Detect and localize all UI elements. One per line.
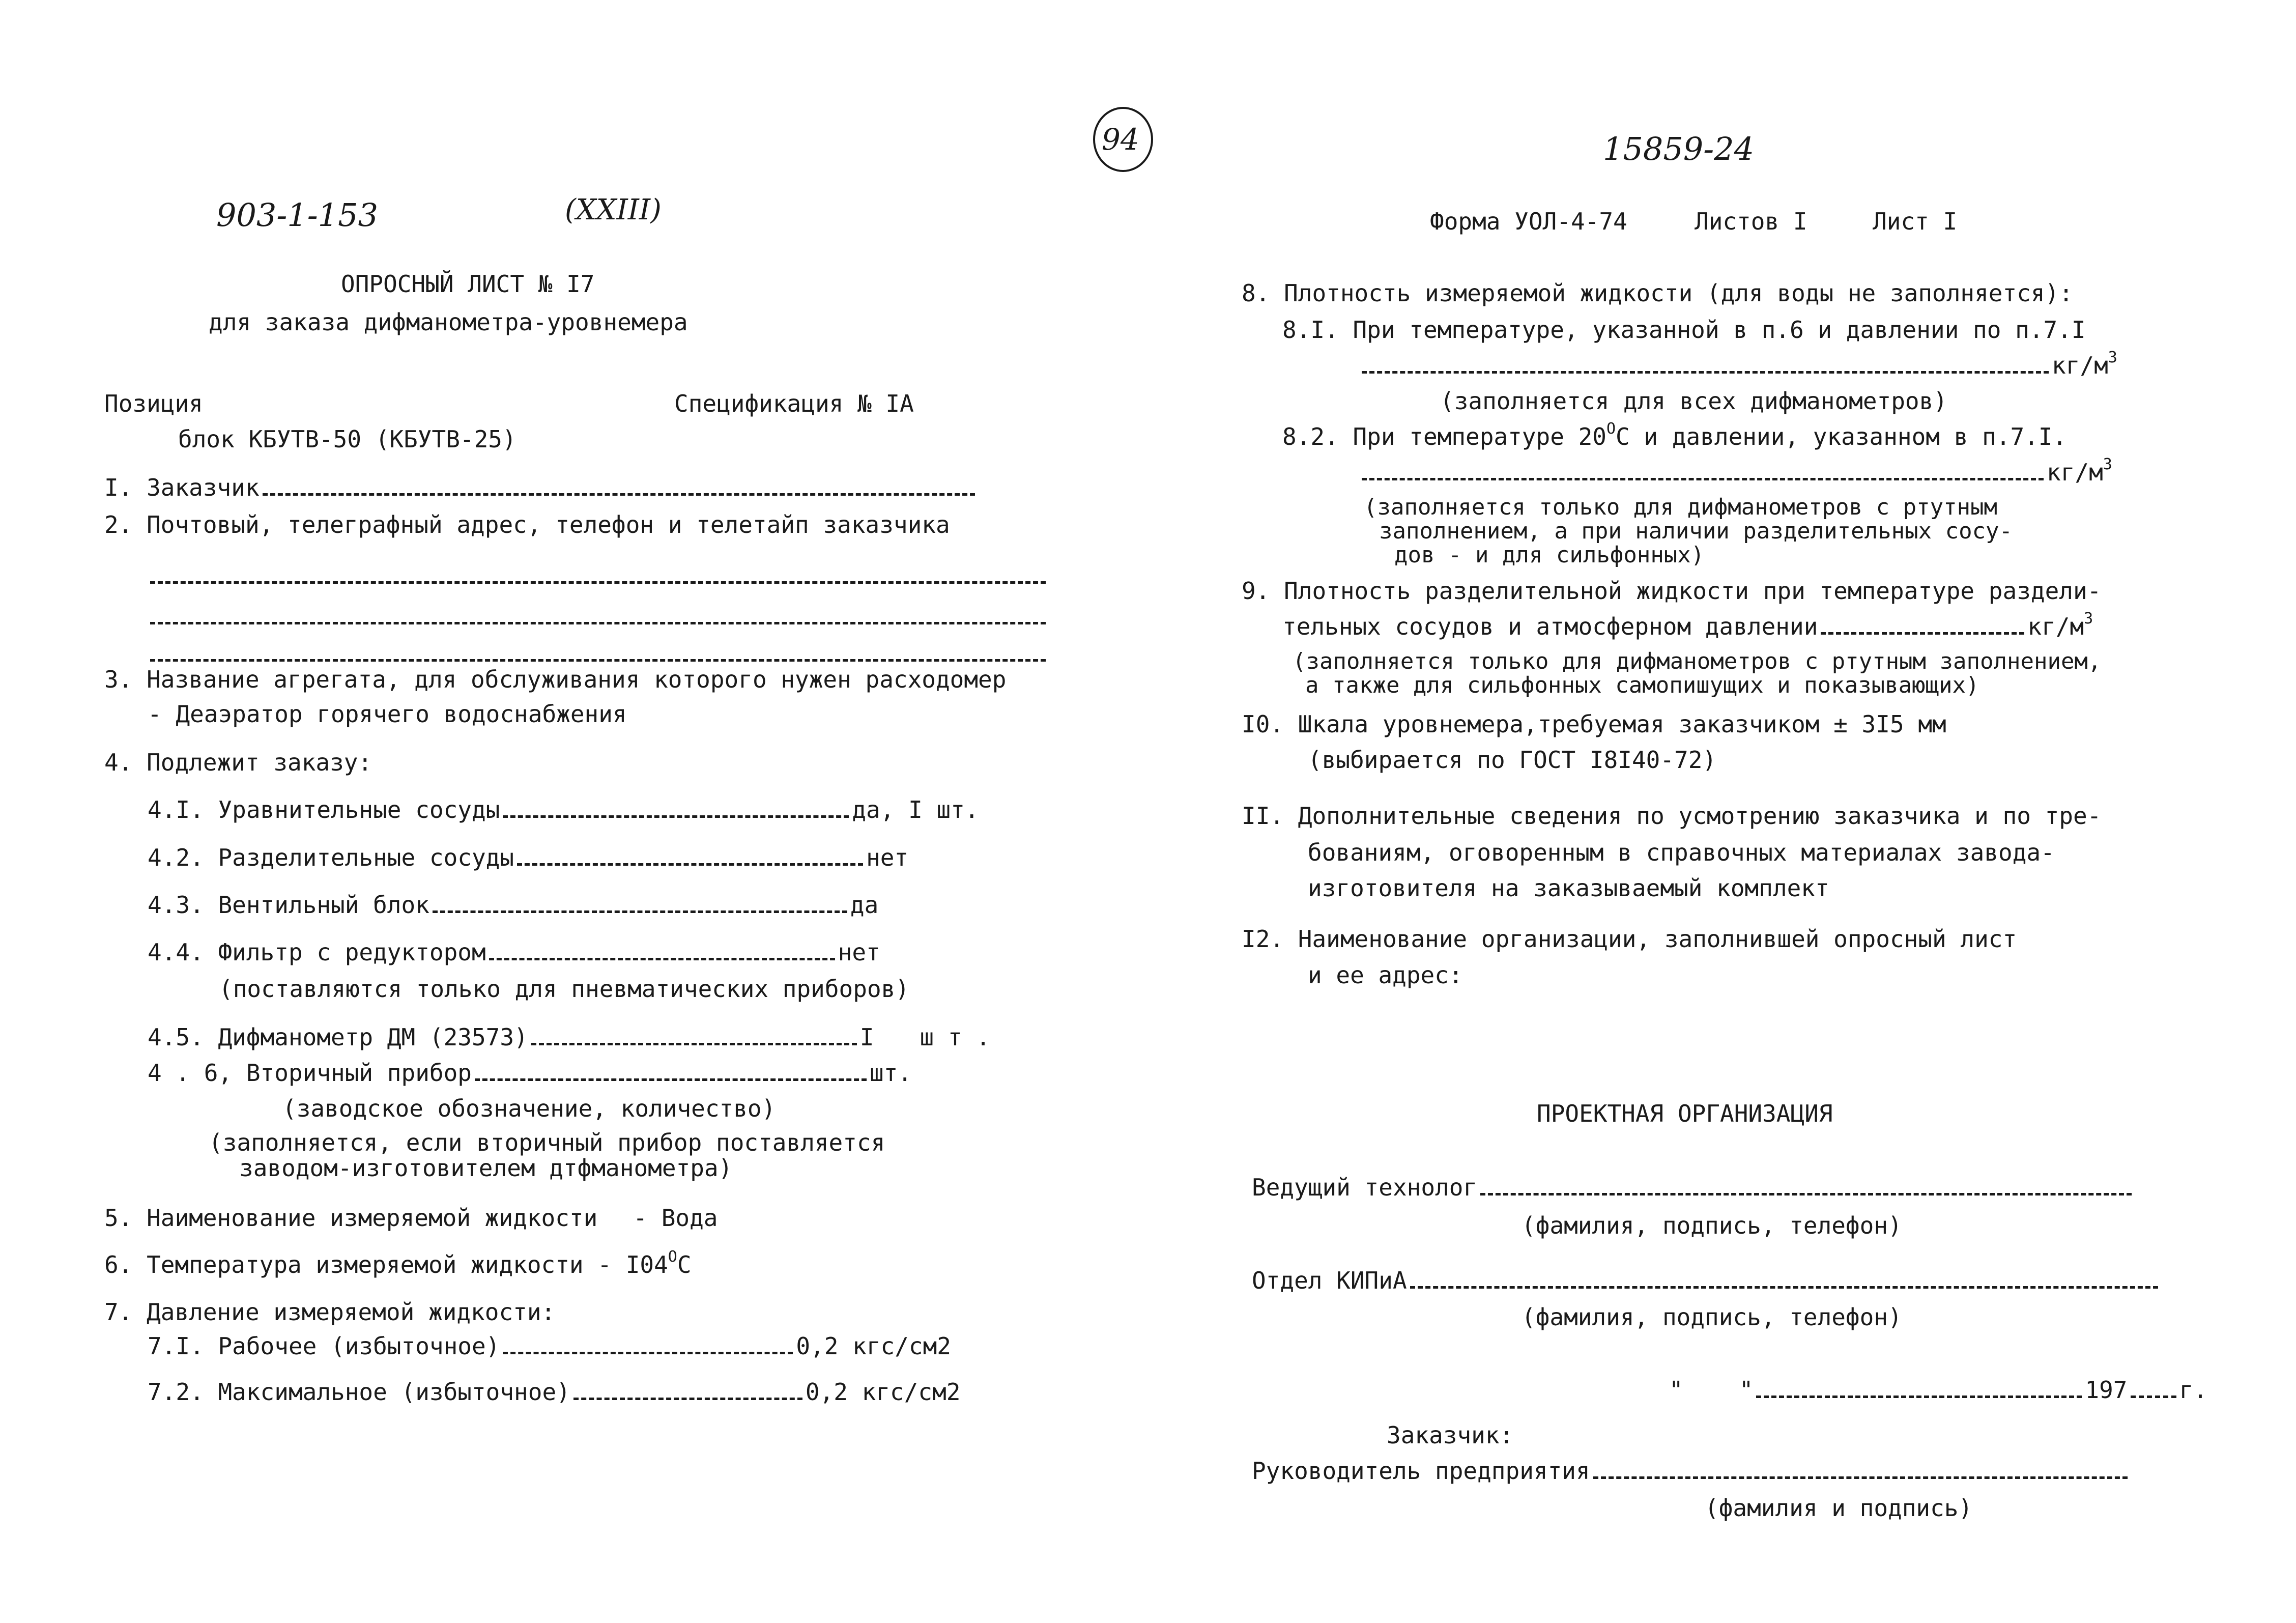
- doc-code: 15859-24: [1603, 130, 1755, 167]
- date-line: " " 197 г.: [1669, 1376, 2207, 1404]
- item-4-order: 4. Подлежит заказу:: [104, 749, 372, 776]
- item-8-2-note-2: заполнением, а при наличии разделительных сосу-: [1379, 518, 2013, 544]
- item-1-customer: I. Заказчик: [104, 476, 978, 499]
- item-9: 9. Плотность разделительной жидкости при температуре раздели-: [1242, 577, 2102, 605]
- project-code: 903-1-153: [216, 196, 379, 234]
- kip-department-note: (фамилия, подпись, телефон): [1522, 1303, 1902, 1331]
- item-8-1-note: (заполняется для всех дифманометров): [1440, 387, 1947, 415]
- design-org-title: ПРОЕКТНАЯ ОРГАНИЗАЦИЯ: [1537, 1100, 1833, 1127]
- lead-technologist-note: (фамилия, подпись, телефон): [1522, 1212, 1902, 1239]
- item-4-6-note-1: (заводское обозначение, количество): [282, 1095, 776, 1122]
- item-12-cont: и ее адрес:: [1308, 961, 1463, 989]
- item-4-6: 4 . 6, Вторичный прибор шт.: [148, 1059, 912, 1087]
- item-12: I2. Наименование организации, заполнившей опросный лист: [1242, 925, 2017, 953]
- address-line-1: [150, 581, 1046, 584]
- item-8-1-blank: $кг/м^3$: [1359, 354, 2117, 377]
- item-11-cont-1: бованиям, оговоренным в справочных материалах завода-: [1308, 839, 2055, 866]
- item-4-5: 4.5. Дифманометр ДМ (23573) I ш т .: [148, 1023, 990, 1051]
- item-11: II. Дополнительные сведения по усмотрению заказчика и по тре-: [1242, 802, 2102, 830]
- position-label: Позиция: [104, 390, 203, 417]
- form-title: ОПРОСНЫЙ ЛИСТ № I7: [341, 270, 595, 298]
- item-11-cont-2: изготовителя на заказываемый комплект: [1308, 874, 1829, 902]
- item-4-3: 4.3. Вентильный блок да: [148, 891, 879, 919]
- item-4-6-note-3: заводом-изготовителем дтфманометра): [239, 1154, 733, 1182]
- page-number: 94: [1102, 122, 1139, 157]
- address-line-3: [150, 659, 1046, 662]
- customer-label: Заказчик:: [1387, 1421, 1514, 1449]
- item-6-temperature: 6. Температура измеряемой жидкости - $I04^ОС$: [104, 1248, 692, 1278]
- item-5-liquid: 5. Наименование измеряемой жидкости - Вода: [104, 1204, 718, 1232]
- item-8-1: 8.I. При температуре, указанной в п.6 и давлении по п.7.I: [1282, 316, 2086, 344]
- item-3-unit: 3. Название агрегата, для обслуживания которого нужен расходомер: [104, 666, 1007, 693]
- item-9-cont: тельных сосудов и атмосферном давлении $кг/м^3$: [1282, 610, 2093, 640]
- item-4-2: 4.2. Разделительные сосуды нет: [148, 844, 909, 871]
- item-9-note-2: а также для сильфонных самопишущих и показывающих): [1305, 672, 1979, 698]
- item-8-density: 8. Плотность измеряемой жидкости (для воды не заполняется):: [1242, 279, 2073, 307]
- item-4-4-note: (поставляются только для пневматических приборов): [219, 975, 910, 1003]
- item-10-note: (выбирается по ГОСТ I8I40-72): [1308, 746, 1717, 774]
- form-subtitle: для заказа дифманометра-уровнемера: [209, 308, 688, 336]
- sheets-total: Листов I: [1695, 208, 1807, 235]
- director-note: (фамилия и подпись): [1705, 1494, 1973, 1522]
- form-name: Форма УОЛ-4-74: [1430, 208, 1627, 235]
- item-8-2-note-1: (заполняется только для дифманометров с ртутным: [1364, 494, 1998, 520]
- item-7-pressure: 7. Давление измеряемой жидкости:: [104, 1298, 556, 1326]
- item-10-scale: I0. Шкала уровнемера,требуемая заказчиком ± 3I5 мм: [1242, 710, 1946, 738]
- item-8-2-note-3: дов - и для сильфонных): [1394, 542, 1705, 568]
- section-number: (XXIII): [565, 193, 662, 226]
- item-8-2: 8.2. При температуре $20^ОС$ и давлении, указанном в п.7.I.: [1282, 420, 2067, 450]
- sheet-number: Лист I: [1873, 208, 1958, 235]
- item-9-note-1: (заполняется только для дифманометров с ртутным заполнением,: [1293, 648, 2102, 674]
- lead-technologist: Ведущий технолог: [1252, 1176, 2135, 1199]
- item-4-6-note-2: (заполняется, если вторичный прибор поставляется: [209, 1129, 885, 1156]
- item-3-value: - Деаэратор горячего водоснабжения: [148, 700, 627, 728]
- spec-label: Спецификация № IA: [674, 390, 914, 417]
- director: Руководитель предприятия: [1252, 1459, 2131, 1483]
- item-4-1: 4.I. Уравнительные сосуды да, I шт.: [148, 796, 979, 823]
- item-8-2-blank: $кг/м^3$: [1359, 461, 2112, 484]
- kip-department: Отдел КИПиА: [1252, 1269, 2161, 1292]
- item-7-2: 7.2. Максимальное (избыточное) 0,2 кгс/см2: [148, 1378, 961, 1406]
- address-line-2: [150, 622, 1046, 624]
- item-2-address: 2. Почтовый, телеграфный адрес, телефон и телетайп заказчика: [104, 511, 950, 538]
- block-name: блок КБУТВ-50 (КБУТВ-25): [178, 425, 516, 453]
- item-7-1: 7.I. Рабочее (избыточное) 0,2 кгс/см2: [148, 1332, 951, 1360]
- item-4-4: 4.4. Фильтр с редуктором нет: [148, 938, 880, 966]
